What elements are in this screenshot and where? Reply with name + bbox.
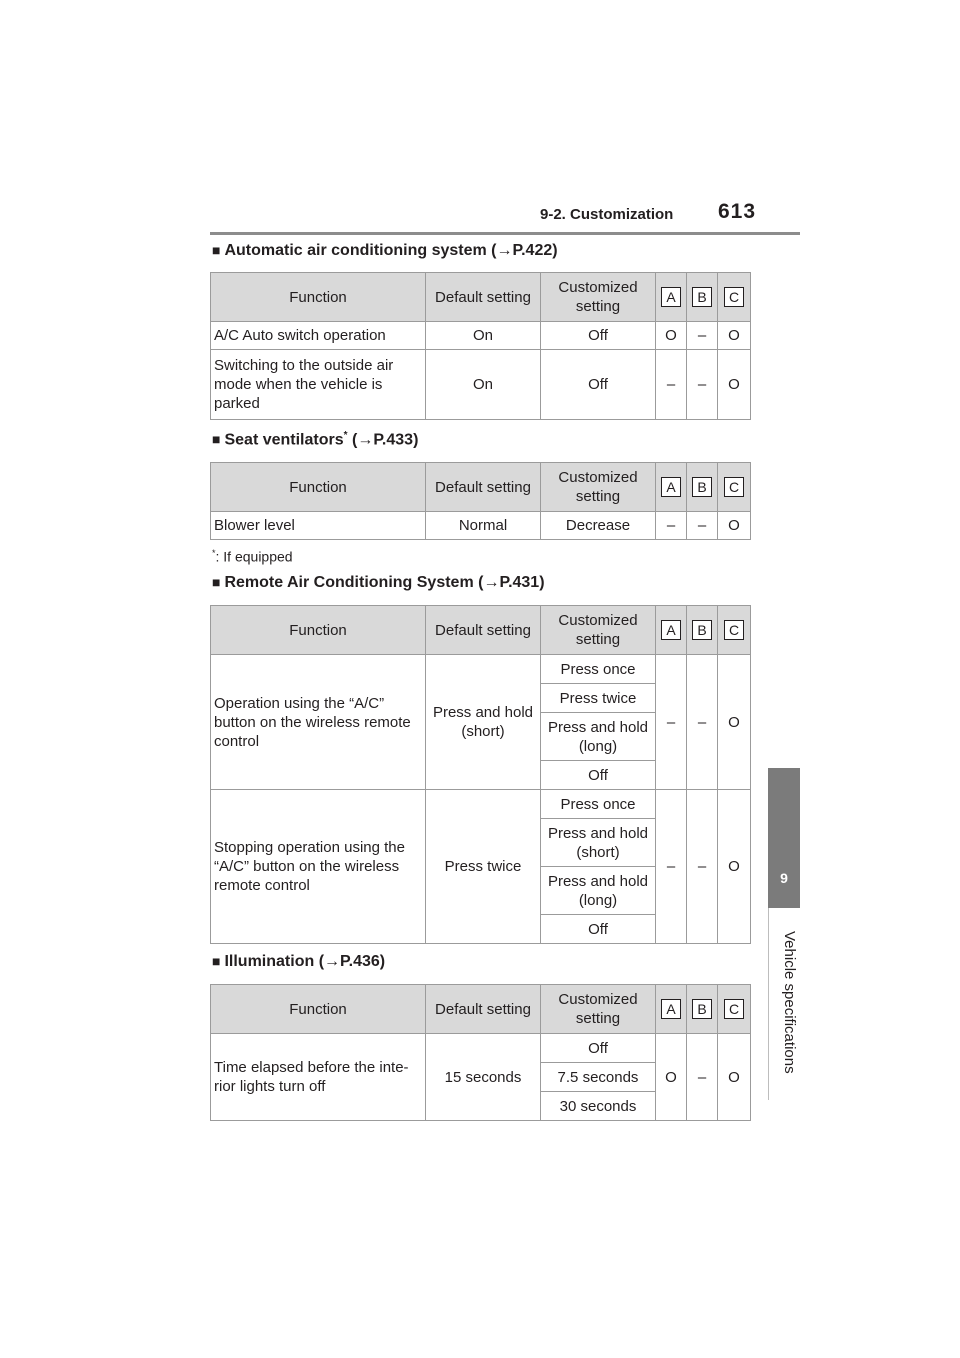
bullet-icon: ■ (212, 574, 221, 590)
page-reference-link[interactable]: P.431) (499, 574, 545, 591)
section-heading-illumination (212, 953, 385, 971)
customized-option: Press once (541, 655, 656, 684)
arrow-icon: → (324, 953, 341, 970)
default-cell: 15 seconds (426, 1034, 541, 1121)
heading-text: Illumination ( (224, 953, 325, 970)
function-cell: Switching to the outside air mode when the vehicle is parked (211, 350, 426, 420)
c-cell: O (718, 512, 751, 540)
table-row (211, 790, 751, 819)
customized-cell: Off (541, 350, 656, 420)
column-header-customized: Customized setting (541, 985, 656, 1034)
column-header-a: A (656, 985, 687, 1034)
b-cell: – (687, 350, 718, 420)
heading-open: ( (347, 431, 358, 449)
footnote (212, 548, 293, 565)
column-header-c: C (718, 985, 751, 1034)
seat-ventilators-table (210, 462, 751, 540)
footnote-mark: * (343, 430, 348, 441)
customized-option: Press and hold (long) (541, 867, 656, 915)
c-cell: O (718, 655, 751, 790)
page-number: 613 (718, 200, 757, 223)
b-cell: – (687, 1034, 718, 1121)
a-cell: – (656, 512, 687, 540)
function-cell: Stopping operation using the “A/C” button on the wireless remote control (211, 790, 426, 944)
default-cell: Normal (426, 512, 541, 540)
remote-ac-table (210, 605, 751, 944)
table-row (211, 512, 751, 540)
side-tab-number: 9 (780, 870, 788, 886)
section-heading-ac (212, 242, 558, 260)
column-header-b: B (687, 606, 718, 655)
side-tab-label: Vehicle specifications (772, 925, 798, 1111)
c-cell: O (718, 790, 751, 944)
a-cell: – (656, 350, 687, 420)
heading-text: Remote Air Conditioning System ( (224, 574, 484, 591)
column-header-c: C (718, 273, 751, 322)
column-header-function: Function (211, 606, 426, 655)
header-rule (210, 232, 800, 235)
section-heading-seat-ventilators (212, 430, 418, 449)
b-cell: – (687, 512, 718, 540)
column-header-function: Function (211, 985, 426, 1034)
default-cell: Press and hold (short) (426, 655, 541, 790)
column-header-b: B (687, 985, 718, 1034)
bullet-icon: ■ (212, 953, 221, 969)
column-header-a: A (656, 606, 687, 655)
a-cell: O (656, 1034, 687, 1121)
arrow-icon: → (496, 242, 513, 259)
customized-option: Off (541, 1034, 656, 1063)
default-cell: On (426, 350, 541, 420)
heading-text: Automatic air conditioning system ( (224, 242, 497, 259)
customized-option: Off (541, 915, 656, 944)
function-cell: Operation using the “A/C” button on the wireless remote control (211, 655, 426, 790)
column-header-default: Default setting (426, 273, 541, 322)
table-header-row (211, 985, 751, 1034)
function-cell: A/C Auto switch operation (211, 322, 426, 350)
table-row (211, 322, 751, 350)
customized-option: 30 seconds (541, 1092, 656, 1121)
column-header-customized: Customized setting (541, 273, 656, 322)
column-header-c: C (718, 606, 751, 655)
bullet-icon: ■ (212, 431, 221, 448)
section-title: 9-2. Customization (540, 206, 674, 223)
arrow-icon: → (483, 574, 500, 591)
table-header-row (211, 273, 751, 322)
c-cell: O (718, 1034, 751, 1121)
customized-option: Press and hold (long) (541, 713, 656, 761)
footnote-text: : If equipped (215, 548, 293, 565)
default-cell: Press twice (426, 790, 541, 944)
side-tab (768, 768, 800, 908)
a-cell: – (656, 790, 687, 944)
column-header-default: Default setting (426, 463, 541, 512)
a-cell: O (656, 322, 687, 350)
column-header-b: B (687, 463, 718, 512)
heading-text: Seat ventilators (224, 431, 344, 449)
column-header-customized: Customized setting (541, 463, 656, 512)
column-header-b: B (687, 273, 718, 322)
column-header-function: Function (211, 463, 426, 512)
function-cell: Blower level (211, 512, 426, 540)
default-cell: On (426, 322, 541, 350)
table-row (211, 350, 751, 420)
table-row (211, 1034, 751, 1063)
b-cell: – (687, 655, 718, 790)
table-header-row (211, 463, 751, 512)
customized-cell: Off (541, 322, 656, 350)
table-row (211, 655, 751, 684)
page-reference-link[interactable]: P.422) (512, 242, 558, 259)
function-cell: Time elapsed before the inte-rior lights turn off (211, 1034, 426, 1121)
column-header-a: A (656, 463, 687, 512)
column-header-default: Default setting (426, 606, 541, 655)
customized-cell: Decrease (541, 512, 656, 540)
c-cell: O (718, 322, 751, 350)
ac-settings-table (210, 272, 751, 420)
customized-option: Off (541, 761, 656, 790)
column-header-a: A (656, 273, 687, 322)
customized-option: Press and hold (short) (541, 819, 656, 867)
column-header-function: Function (211, 273, 426, 322)
arrow-icon: → (357, 431, 374, 449)
a-cell: – (656, 655, 687, 790)
illumination-table (210, 984, 751, 1121)
b-cell: – (687, 322, 718, 350)
page-reference-link[interactable]: P.433) (373, 431, 419, 449)
b-cell: – (687, 790, 718, 944)
c-cell: O (718, 350, 751, 420)
page-reference-link[interactable]: P.436) (340, 953, 386, 970)
customized-option: Press twice (541, 684, 656, 713)
customized-option: 7.5 seconds (541, 1063, 656, 1092)
section-heading-remote-ac (212, 574, 545, 592)
table-header-row (211, 606, 751, 655)
customized-option: Press once (541, 790, 656, 819)
column-header-c: C (718, 463, 751, 512)
footnote-mark: * (212, 548, 216, 558)
column-header-customized: Customized setting (541, 606, 656, 655)
bullet-icon: ■ (212, 242, 221, 258)
column-header-default: Default setting (426, 985, 541, 1034)
